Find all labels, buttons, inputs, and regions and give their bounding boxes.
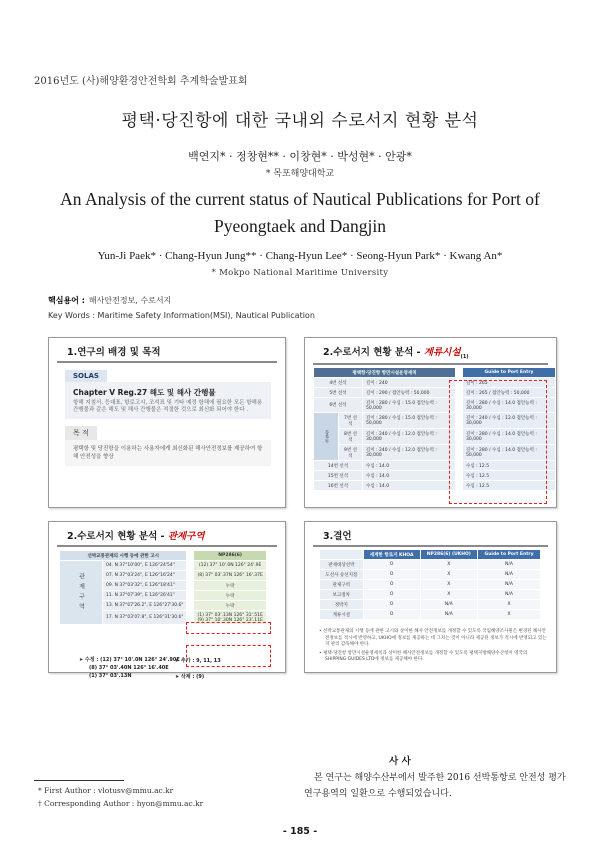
note-add: ➤ 추가 : 9, 11, 13 <box>175 658 221 664</box>
table-cell: 길이 : 265 / 접안능력 : 50,000 <box>462 388 555 398</box>
table-cell: 수심 : 12.5 <box>462 481 555 491</box>
solas-box <box>65 382 271 419</box>
table-cell: 길이 : 280 / 수심 : 15.0 접안능력 : 50,000 <box>362 413 455 429</box>
table-header: NP286(6) (UKHO) <box>420 550 477 560</box>
comparison-table <box>319 549 541 620</box>
keywords-korean <box>48 295 171 306</box>
keywords-korean-label: 핵심용어 : <box>48 296 85 305</box>
panel-title-emphasis: 계류시설 <box>423 347 461 358</box>
table-cell: (1) 37° 03'.13N 126° 31'.51E (9) 37° 10'.30N 126° 23'.11E <box>194 611 266 625</box>
solas-body: 항해 지침서, 등대표, 항로고시, 조석표 및 기타 예정 항해에 필요한 모든 항해용 간행물과 같은 해도 및 해사 간행물은 적절한 것으로 최신화 되어야 한다 . <box>73 400 263 413</box>
footnote-first-author: * First Author : vlotusv@mmu.ac.kr <box>38 786 174 795</box>
table-row <box>320 590 541 600</box>
table-cell: O <box>363 570 420 580</box>
affiliation-english: * Mokpo National Maritime University <box>211 268 389 278</box>
authors-korean: 백연지* · 정창현** · 이창현* · 박성현* · 안광* <box>188 150 412 163</box>
table-row <box>320 580 541 590</box>
conclusion-text <box>319 629 547 666</box>
table-cell: X <box>420 590 477 600</box>
vts-area-table <box>59 550 267 625</box>
panel-title <box>313 338 548 365</box>
table-header: 선박교통관제의 시행 등에 관한 고시 <box>60 551 187 561</box>
table-cell: 길이 : 280 / 수심 : 15.0 접안능력 : 50,000 <box>362 398 455 413</box>
table-header: Guide to Port Entry <box>478 550 541 560</box>
table-cell: 6번 선석 <box>314 398 363 413</box>
table-row <box>320 600 541 610</box>
table-cell: 9번 선석 <box>339 445 363 461</box>
table-cell: 계류시설 <box>320 610 364 620</box>
table-cell: 수심 : 14.0 <box>362 461 455 471</box>
table-cell: N/A <box>478 590 541 600</box>
panel-title-emphasis: 관제구역 <box>167 531 205 542</box>
table-cell: 수심 : 12.5 <box>462 471 555 481</box>
side-label: 관제구역 <box>60 561 103 625</box>
table-cell: 수심 : 12.5 <box>462 461 555 471</box>
table-cell: N/A <box>478 560 541 570</box>
table-cell: 관제구역 <box>320 580 364 590</box>
conference-header: 2016년도 (사)해양환경안전학회 추계학술발표회 <box>34 76 248 87</box>
panel-title-main: 2.수로서지 현황 분석 - <box>323 347 424 358</box>
table-cell: 누락 <box>194 601 266 611</box>
side-label: 동부두 <box>314 413 339 461</box>
table-cell: 누락 <box>194 591 266 601</box>
table-cell: O <box>363 580 420 590</box>
table-cell: 도선사 승선지점 <box>320 570 364 580</box>
table-header: 세계한 항로지 KHOA <box>363 550 420 560</box>
conclusion-item: • 평택·당진항 항만시설운영세칙과 상이한 해사안전정보를 개정할 수 있도록 평택지방해양수산청이 영국의 SHIPPING GUIDES LTD에 정보를 제공해야 한다. <box>319 650 528 662</box>
table-cell: N/A <box>420 610 477 620</box>
paper-title-english: An Analysis of the current status of Nautical Publications for Port of Pyeongtaek and Dangjin <box>60 189 540 236</box>
table-cell: 길이 : 240 / 수심 : 12.0 접안능력 : 30,000 <box>462 413 555 429</box>
table-cell: O <box>363 600 420 610</box>
table-cell: 14번 선석 <box>314 461 363 471</box>
note-fix-line: (8) 37° 03'.40N 126° 16'.40E <box>89 665 169 671</box>
panel-title-sub: (1) <box>460 353 469 360</box>
table-cell: 길이 : 240 <box>362 378 455 388</box>
add-delete-notes <box>175 656 221 682</box>
table-cell: 누락 <box>194 581 266 591</box>
note-delete: ➤ 삭제 : (9) <box>175 674 205 680</box>
table-row <box>320 560 541 570</box>
acknowledgement-body: 본 연구는 해양수산부에서 발주한 2016 선박통항로 안전성 평가 연구용역의 일환으로 수행되었습니다. <box>304 773 566 799</box>
table-cell: 4번 선석 <box>314 378 363 388</box>
table-cell: 길이 : 265 <box>462 378 555 388</box>
highlight-box <box>449 380 547 504</box>
table-cell: 5번 선석 <box>314 388 363 398</box>
page-number: - 185 - <box>282 826 318 837</box>
note-fix-label: ➤ 수정 : (12) 37° 10'.0N 126° 24'.90E <box>79 657 180 663</box>
table-cell: 11. N 37°07'39", E 126°26'41" <box>103 591 187 601</box>
table-cell: 13. N 37°07'26.2", E 126°27'30.6" <box>103 601 187 611</box>
purpose-tag: 목 적 <box>65 426 97 440</box>
solas-tag: SOLAS <box>65 370 107 382</box>
table-cell: 길이 : 290 / 접안능력 : 50,000 <box>362 388 455 398</box>
footnote-corresponding-author: † Corresponding Author : hyon@mmu.ac.kr <box>38 799 204 808</box>
panel-title-main: 2.수로서지 현황 분석 - <box>67 531 168 542</box>
table-row <box>320 570 541 580</box>
table-cell: 길이 : 280 / 수심 : 14.0 접안능력 : 50,000 <box>462 445 555 461</box>
purpose-body: 평택항 및 당진항을 이용하는 사용자에게 최신화된 해사안전정보를 제공하여 항해 안전성을 향상 <box>65 440 271 466</box>
table-cell: X <box>420 570 477 580</box>
footnote-divider <box>34 780 124 781</box>
panel-title: 1.연구의 배경 및 목적 <box>57 338 277 363</box>
table-cell: (8) 37° 03'.37N 126° 16'.37E <box>194 571 266 581</box>
table-cell: N/A <box>478 570 541 580</box>
table-header: 평택항·당진항 항만시설운영세칙 <box>314 368 456 378</box>
panel-title: 3.결언 <box>313 522 548 547</box>
table-cell: (9) 37° 10'.30N 126° 23'.11E <box>197 617 263 623</box>
table-cell: 정박지 <box>320 600 364 610</box>
table-cell: 길이 : 280 / 수심 : 14.0 접안능력 : 30,000 <box>462 429 555 445</box>
table-cell: 09. N 37°03'32", E 126°18'41" <box>103 581 187 591</box>
table-cell: 보고절차 <box>320 590 364 600</box>
keywords-korean-text: 해사안전정보, 수로서지 <box>88 296 172 305</box>
table-cell: X <box>420 580 477 590</box>
keywords-english: Key Words : Maritime Safety Information(MSI), Nautical Publication <box>48 311 315 320</box>
table-cell: (12) 37° 10'.0N 126° 24'.9E <box>194 561 266 571</box>
acknowledgement-title: 사 사 <box>389 756 411 767</box>
table-header <box>320 550 364 560</box>
poster-panel-conclusion <box>304 521 557 673</box>
table-cell: O <box>363 590 420 600</box>
table-cell: 15번 선석 <box>314 471 363 481</box>
table-header: NP286(6) <box>194 551 266 561</box>
table-cell: 16번 선석 <box>314 481 363 491</box>
table-row <box>60 561 267 571</box>
solas-heading: Chapter V Reg.27 해도 및 해사 간행물 <box>73 388 216 397</box>
table-cell: X <box>478 610 541 620</box>
table-cell: 관제대상선박 <box>320 560 364 570</box>
table-cell: 길이 : 280 / 수심 : 14.0 접안능력 : 30,000 <box>462 398 555 413</box>
note-fix-line: (1) 37° 03'.13N <box>89 673 132 679</box>
panel-title <box>57 522 277 547</box>
table-row <box>320 610 541 620</box>
table-cell: O <box>363 610 420 620</box>
table-cell: 길이 : 240 / 수심 : 12.0 접안능력 : 30,000 <box>362 429 455 445</box>
poster-panel-mooring <box>304 337 557 508</box>
table-header: Guide to Port Entry <box>462 368 555 378</box>
correction-notes <box>79 656 180 680</box>
table-cell: 길이 : 240 / 수심 : 12.0 접안능력 : 30,000 <box>362 445 455 461</box>
table-cell: 8번 선석 <box>339 429 363 445</box>
table-cell: N/A <box>420 600 477 610</box>
affiliation-korean: * 목포해양대학교 <box>265 169 335 179</box>
table-cell: 04. N 37°10'00", E 126°24'54" <box>103 561 187 571</box>
table-cell: 수심 : 14.0 <box>362 471 455 481</box>
paper-title-korean: 평택·당진항에 대한 국내외 수로서지 현황 분석 <box>121 111 479 131</box>
table-cell: 수심 : 14.0 <box>362 481 455 491</box>
table-cell: O <box>363 560 420 570</box>
table-cell: X <box>478 600 541 610</box>
authors-english: Yun-Ji Paek* · Chang-Hyun Jung** · Chang-Hyun Lee* · Seong-Hyun Park* · Kwang An* <box>97 250 503 262</box>
table-cell: 17. N 37°03'07.8", E 126°31'30.6" <box>103 611 187 625</box>
table-cell: N/A <box>478 580 541 590</box>
conclusion-item: • 선박교통관제의 시행 등에 관한 고시와 상이한 해사 안전정보를 개정할 수 있도록 국립해양조사원은 변경된 해사안전정보를 적시에 반영하고, UKHO에 정보를 제공하는 데 그치는 것이 아니라 제공된 정보가 적시에 반영되고 있는지 관리 감독해야 한다. <box>319 629 547 647</box>
table-cell: 07. N 37°03'24", E 126°16'24" <box>103 571 187 581</box>
table-cell: 7번 선석 <box>339 413 363 429</box>
poster-panel-background <box>48 337 286 508</box>
poster-panel-vts-area <box>48 521 286 680</box>
table-cell: X <box>420 560 477 570</box>
highlight-box <box>186 622 271 634</box>
